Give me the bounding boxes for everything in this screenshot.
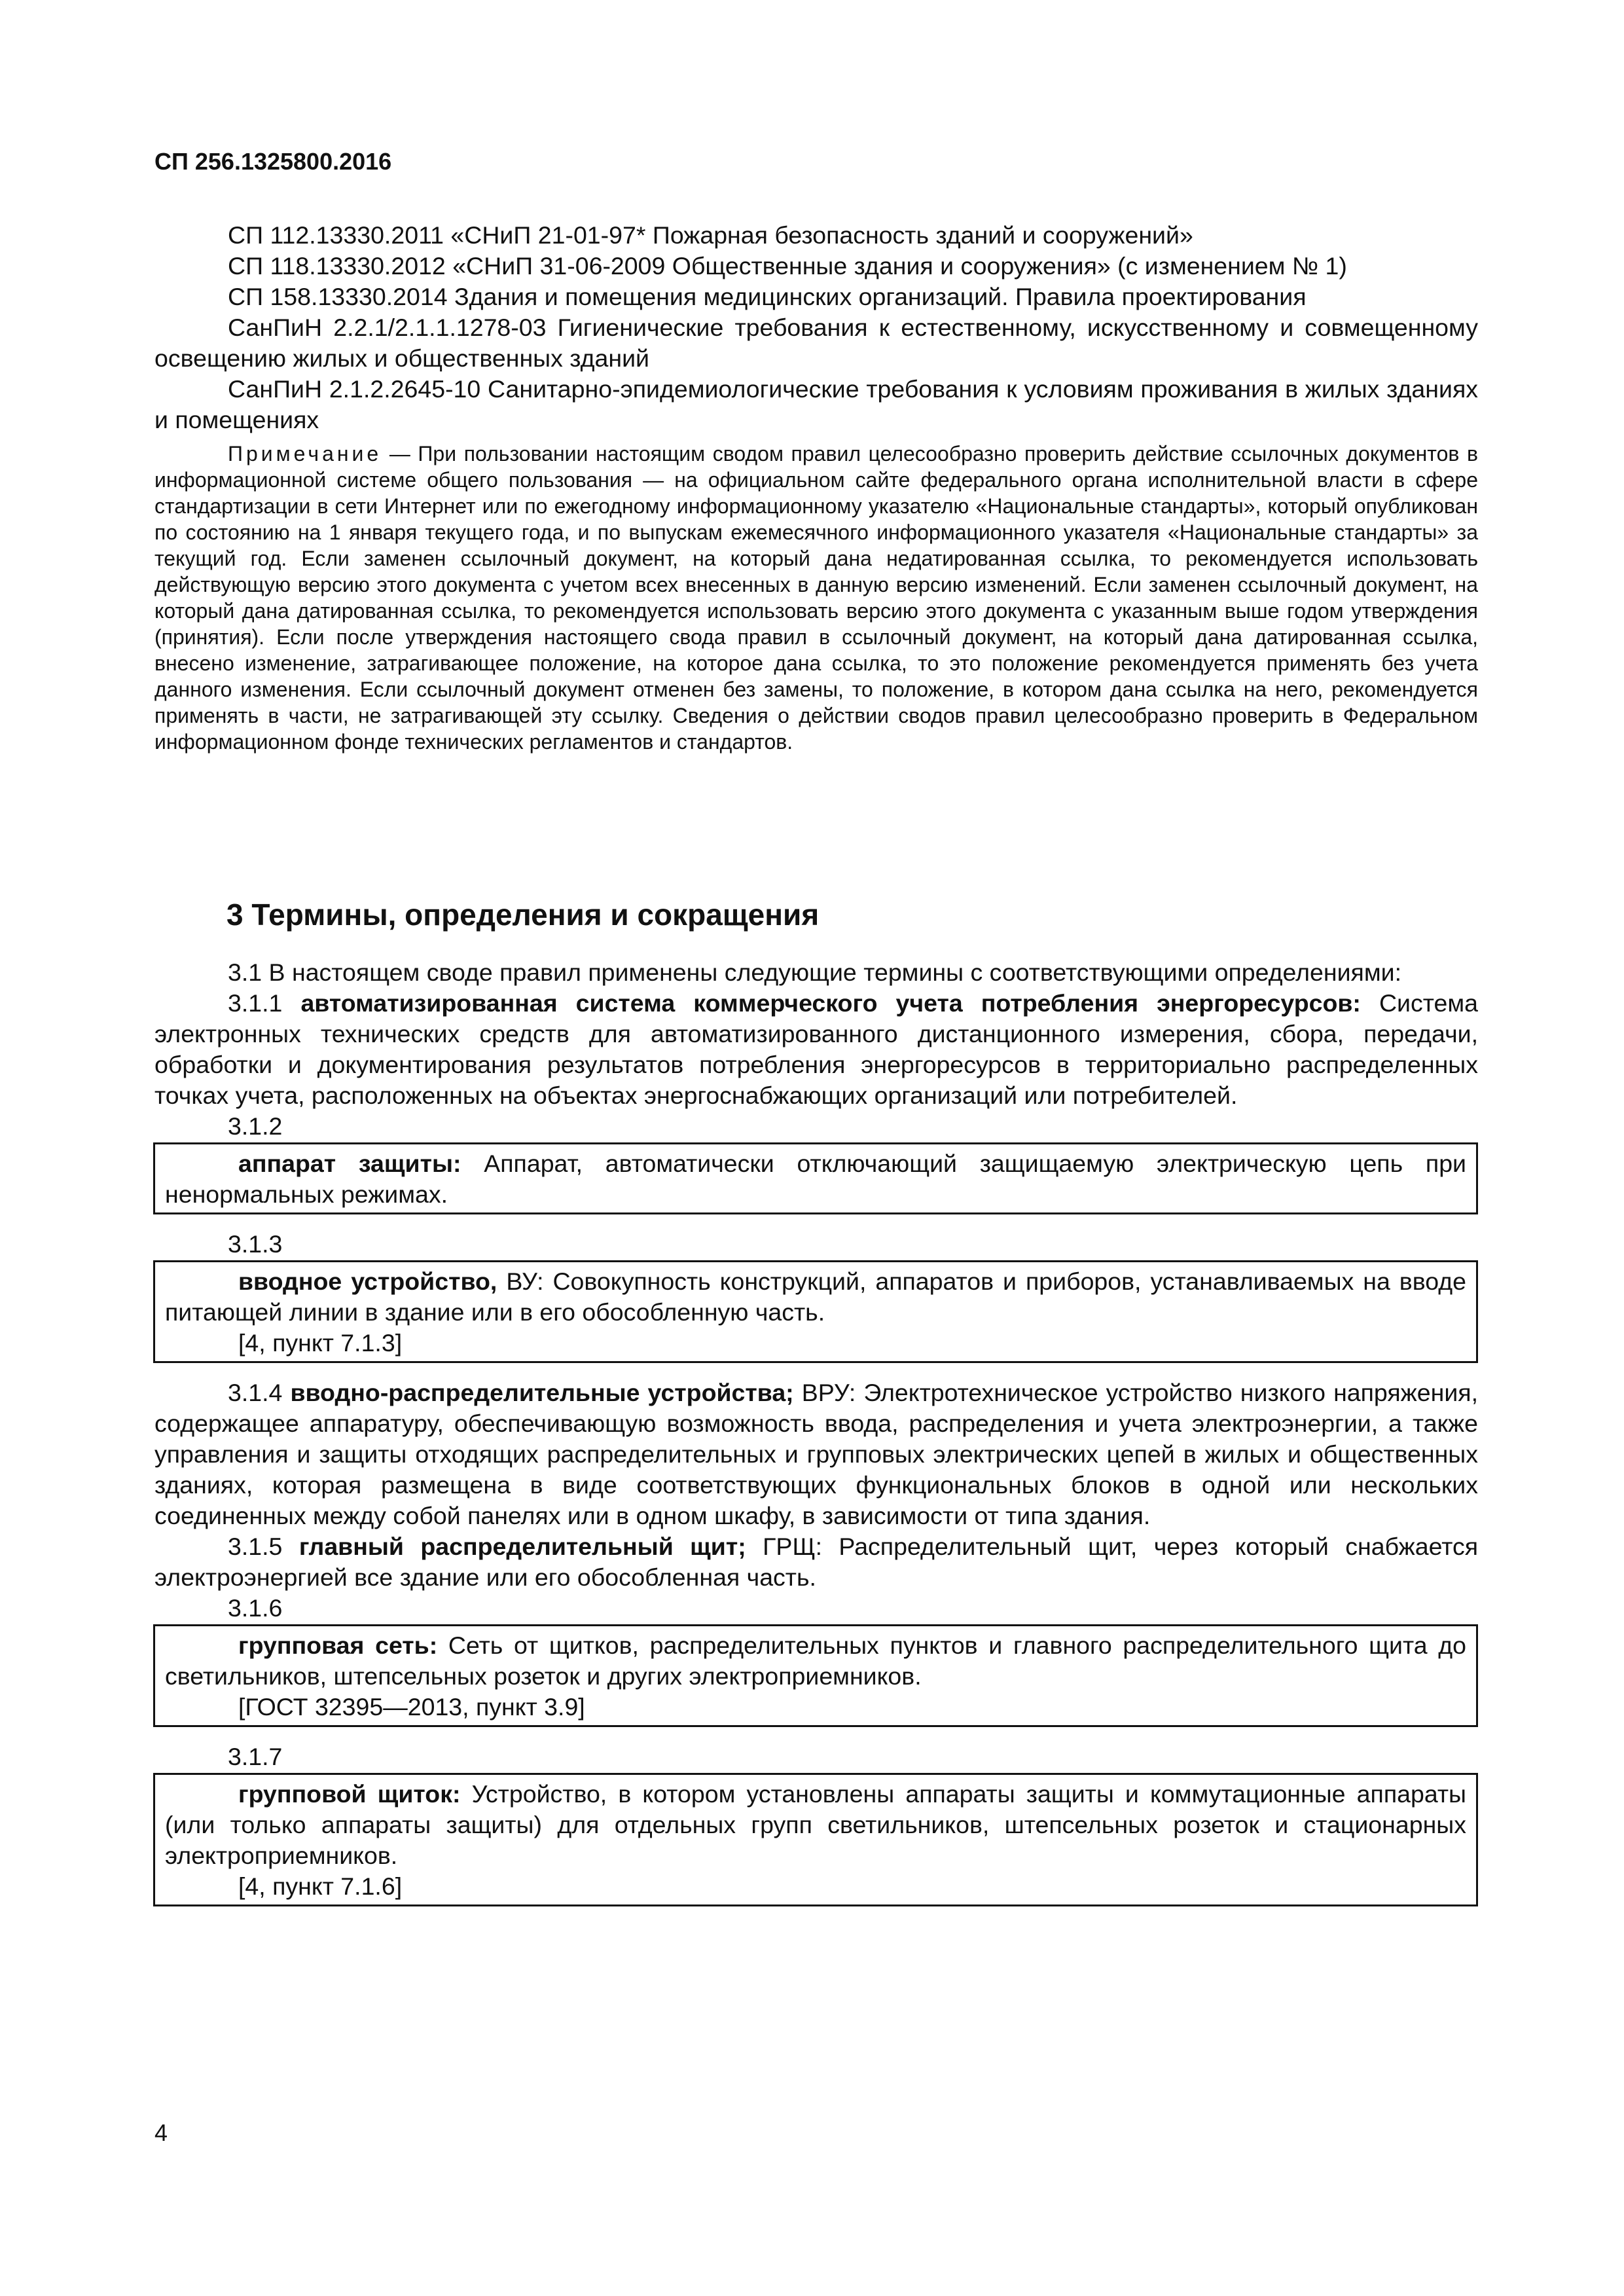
term-box-3-1-3	[153, 1260, 1478, 1363]
reference-item: СП 112.13330.2011 «СНиП 21-01-97* Пожарная безопасность зданий и сооружений»	[228, 221, 1193, 249]
note-text: — При пользовании настоящим сводом правил целесообразно проверить действие ссылочных документов в информационной системе общего пользования — на официальном сайте федерального органа исполнительной власти в сфере стандартизации в сети Интернет или по ежегодному информационному указателю «Национальные стандарты», который опубликован по состоянию на 1 января текущего года, и по выпускам ежемесячного информационного указателя «Национальные стандарты» за текущий год. Если заменен ссылочный документ, на который дана недатированная ссылка, то рекомендуется использовать действующую версию этого документа с учетом всех внесенных в данную версию изменений. Если заменен ссылочный документ, на который дана датированная ссылка, то рекомендуется использовать версию этого документа с указанным выше годом утверждения (принятия). Если после утверждения настоящего свода правил в ссылочный документ, на который дана датированная ссылка, внесено изменение, затрагивающее положение, на которое дана ссылка, то это положение рекомендуется применять без учета данного изменения. Если ссылочный документ отменен без замены, то положение, в котором дана ссылка на него, рекомендуется применять в части, не затрагивающей эту ссылку. Сведения о действии сводов правил целесообразно проверить в Федеральном информационном фонде технических регламентов и стандартов.	[154, 442, 1478, 754]
term-number: 3.1.5	[228, 1533, 299, 1560]
term-3-1-7	[165, 1779, 1466, 1871]
references-list	[154, 220, 1478, 755]
term-name: групповая сеть:	[238, 1631, 438, 1659]
term-definition: ГРЩ: Распределительный щит, через который снабжается электроэнергией все здание или его обособленная часть.	[154, 1533, 1479, 1591]
note-paragraph	[154, 441, 1478, 755]
section-intro: 3.1 В настоящем своде правил применены следующие термины с соответствующими определениями:	[228, 958, 1401, 986]
reference-item: СанПиН 2.1.2.2645-10 Санитарно-эпидемиологические требования к условиям проживания в жилых зданиях и помещениях	[154, 375, 1478, 433]
reference-item: СП 118.13330.2012 «СНиП 31-06-2009 Общественные здания и сооружения» (с изменением № 1)	[228, 252, 1347, 280]
term-3-1-3	[165, 1266, 1466, 1328]
term-definition: Устройство, в котором установлены аппараты защиты и коммутационные аппараты (или только аппараты защиты) для отдельных групп светильников, штепсельных розеток и стационарных электроприемников.	[165, 1780, 1467, 1869]
term-name: вводное устройство,	[238, 1267, 497, 1295]
term-definition: Аппарат, автоматически отключающий защищаемую электрическую цепь при ненормальных режимах.	[165, 1150, 1466, 1208]
page-number: 4	[154, 2119, 168, 2146]
term-source: [4, пункт 7.1.3]	[238, 1329, 403, 1357]
term-name: аппарат защиты:	[238, 1150, 461, 1177]
term-3-1-4	[154, 1377, 1478, 1531]
term-definition: Сеть от щитков, распределительных пунктов и главного распределительного щита до светильников, штепсельных розеток и других электроприемников.	[165, 1631, 1466, 1690]
term-number: 3.1.6	[228, 1594, 283, 1622]
term-name: автоматизированная система коммерческого учета потребления энергоресурсов:	[300, 989, 1361, 1017]
document-code-header: СП 256.1325800.2016	[154, 148, 392, 175]
section-title: 3 Термины, определения и сокращения	[226, 898, 820, 932]
term-number: 3.1.2	[228, 1112, 283, 1140]
term-box-3-1-6	[153, 1624, 1478, 1727]
reference-item: СП 158.13330.2014 Здания и помещения медицинских организаций. Правила проектирования	[228, 283, 1307, 310]
term-name: главный распределительный щит;	[298, 1533, 746, 1560]
term-name: групповой щиток:	[238, 1780, 461, 1808]
term-name: вводно-распределительные устройства;	[290, 1379, 794, 1406]
term-3-1-1	[154, 988, 1478, 1111]
term-definition: ВУ: Совокупность конструкций, аппаратов и приборов, устанавливаемых на вводе питающей линии в здание или в его обособленную часть.	[165, 1267, 1467, 1326]
term-number: 3.1.3	[228, 1230, 283, 1258]
term-number: 3.1.1	[228, 989, 301, 1017]
terms-section	[154, 957, 1478, 1921]
term-definition: Система электронных технических средств для автоматизированного дистанционного измерения, сбора, передачи, обработки и документирования результатов потребления энергоресурсов в территориально распределенных точках учета, расположенных на объектах энергоснабжающих организаций или потребителей.	[154, 989, 1478, 1109]
term-source: [ГОСТ 32395—2013, пункт 3.9]	[238, 1693, 585, 1721]
term-source: [4, пункт 7.1.6]	[238, 1872, 403, 1900]
term-box-3-1-7	[153, 1773, 1478, 1906]
term-3-1-6	[165, 1630, 1466, 1692]
term-3-1-2	[165, 1148, 1466, 1210]
term-box-3-1-2	[153, 1142, 1478, 1214]
reference-item: СанПиН 2.2.1/2.1.1.1278-03 Гигиенические требования к естественному, искусственному и совмещенному освещению жилых и общественных зданий	[154, 314, 1478, 372]
term-number: 3.1.4	[228, 1379, 291, 1406]
term-number: 3.1.7	[228, 1743, 283, 1770]
term-definition: ВРУ: Электротехническое устройство низкого напряжения, содержащее аппаратуру, обеспечивающую возможность ввода, распределения и учета электроэнергии, а также управления и защиты отходящих распределительных и групповых электрических цепей в жилых и общественных зданиях, которая размещена в виде соответствующих функциональных блоков в одной или нескольких соединенных между собой панелях или в одном шкафу, в зависимости от типа здания.	[154, 1379, 1479, 1529]
note-label: Примечание	[228, 442, 382, 465]
term-3-1-5	[154, 1531, 1478, 1593]
